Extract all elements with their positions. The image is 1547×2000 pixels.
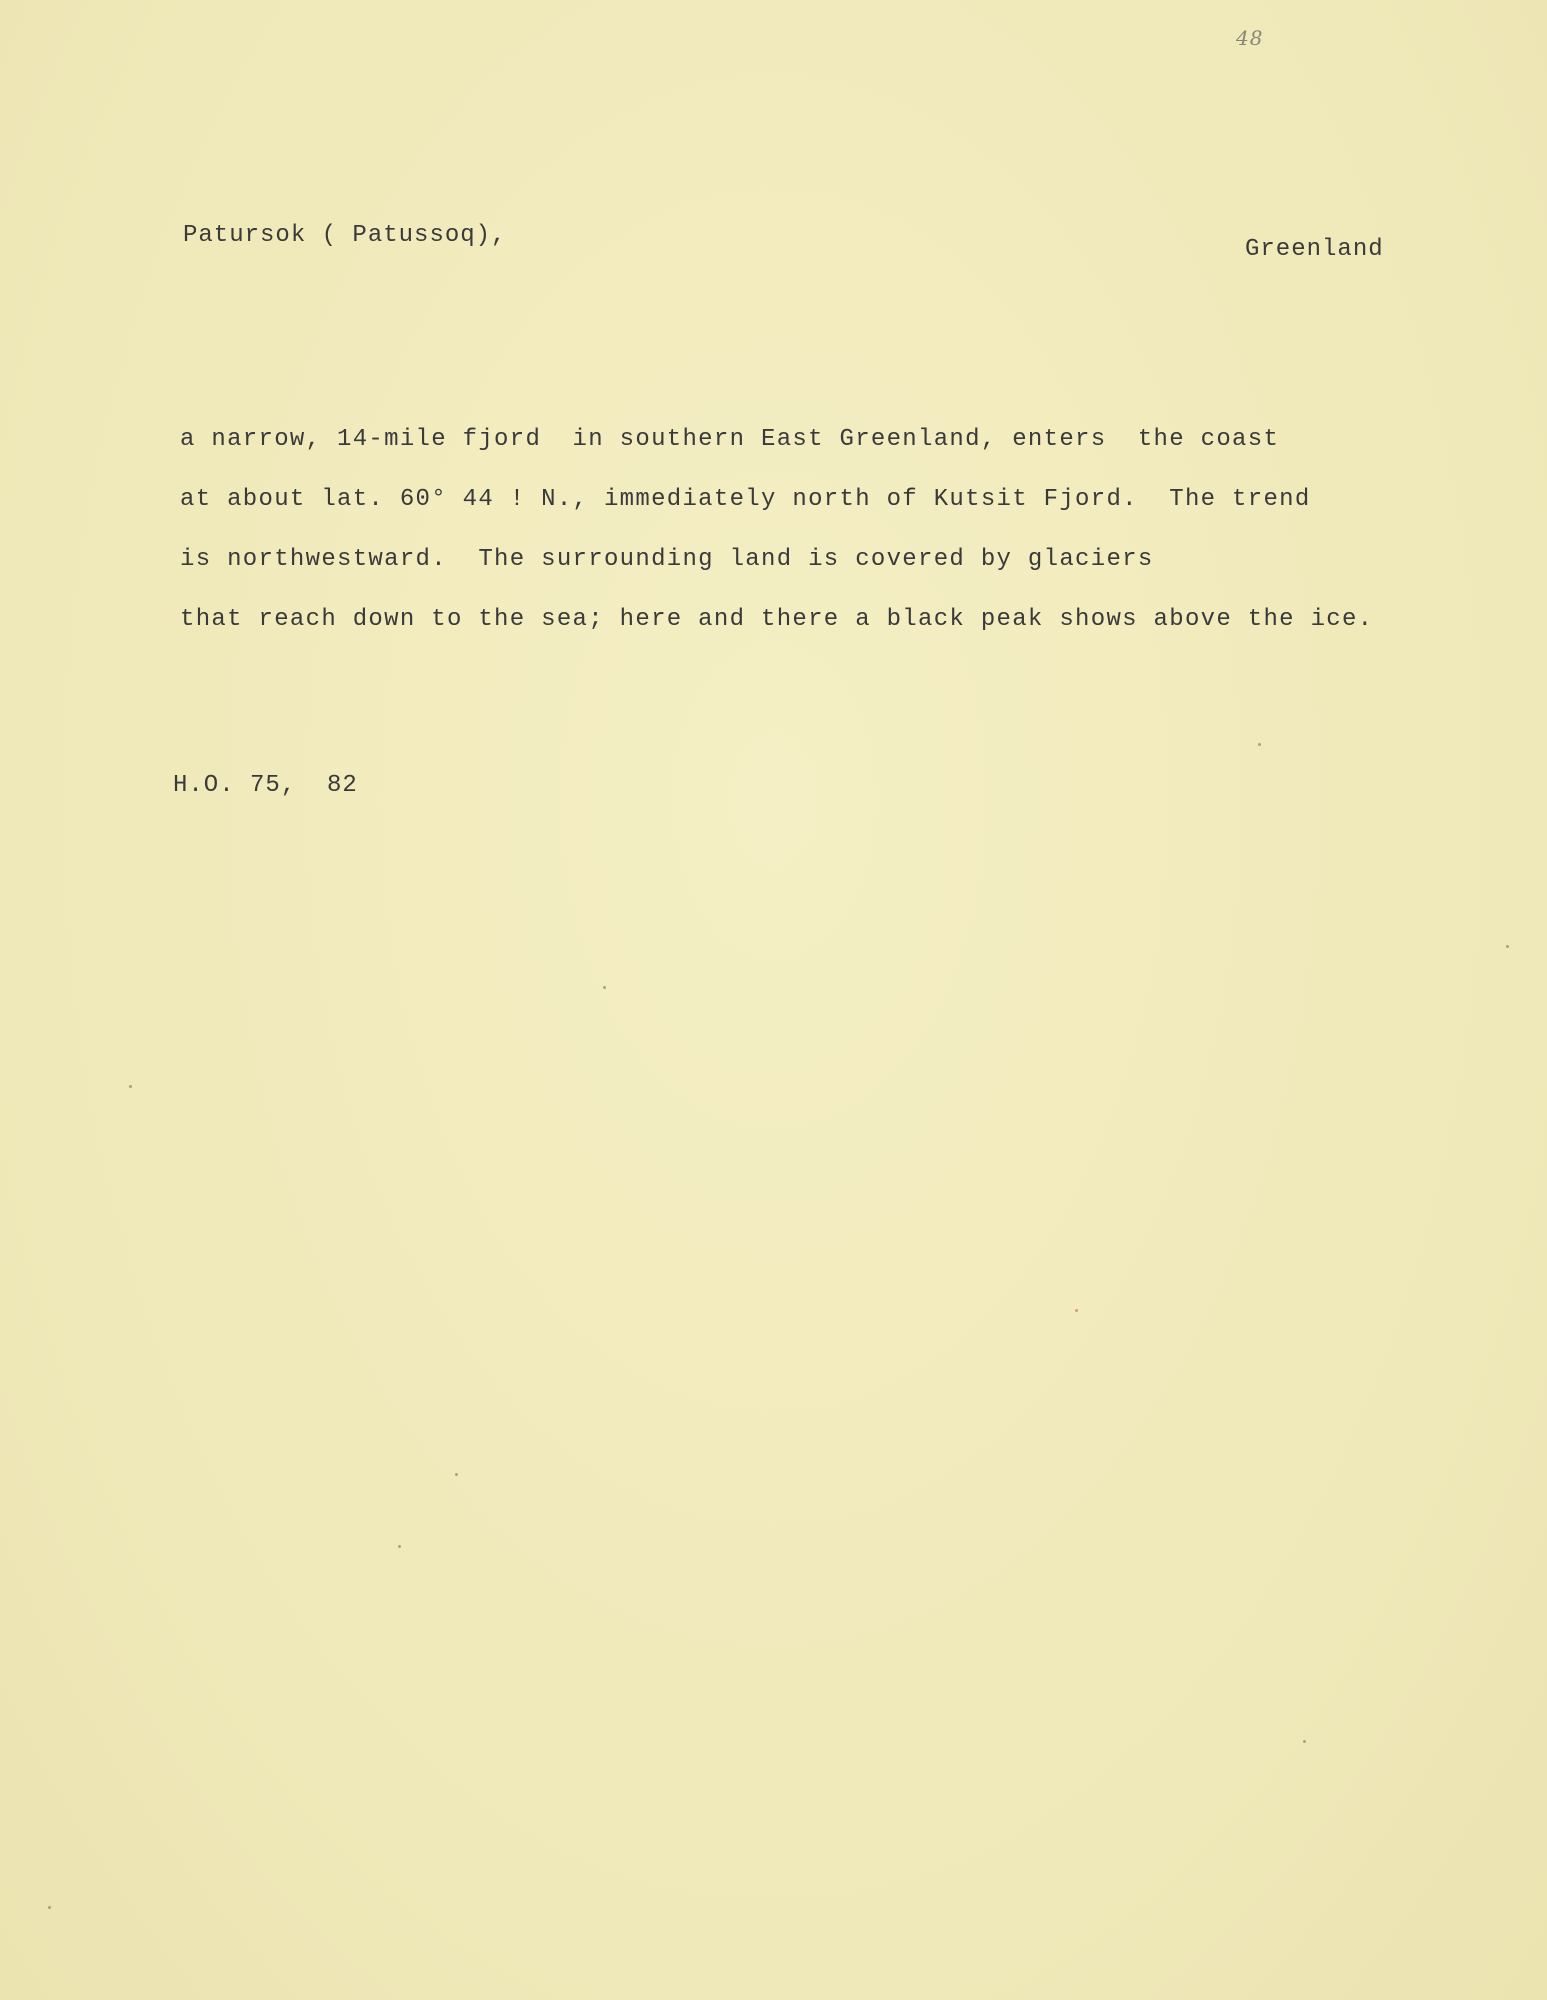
paper-speck: [455, 1473, 458, 1476]
paper-speck: [48, 1906, 51, 1909]
source-reference: H.O. 75, 82: [173, 772, 358, 799]
page-number: 48: [1236, 26, 1264, 50]
entry-description: [180, 410, 1374, 650]
description-line: is northwestward. The surrounding land is covered by glaciers: [180, 546, 1154, 573]
paper-speck: [1075, 1309, 1078, 1312]
paper-speck: [398, 1545, 401, 1548]
paper-speck: [129, 1085, 132, 1088]
entry-region: Greenland: [1245, 236, 1384, 263]
paper-speck: [603, 986, 606, 989]
entry-title: Patursok ( Patussoq),: [183, 222, 507, 249]
paper-speck: [1506, 945, 1509, 948]
description-line: at about lat. 60° 44 ! N., immediately north of Kutsit Fjord. The trend: [180, 486, 1311, 513]
paper-speck: [1258, 743, 1261, 746]
description-line: a narrow, 14-mile fjord in southern East Greenland, enters the coast: [180, 426, 1280, 453]
paper-speck: [1303, 1740, 1306, 1743]
description-line: that reach down to the sea; here and there a black peak shows above the ice.: [180, 606, 1374, 633]
